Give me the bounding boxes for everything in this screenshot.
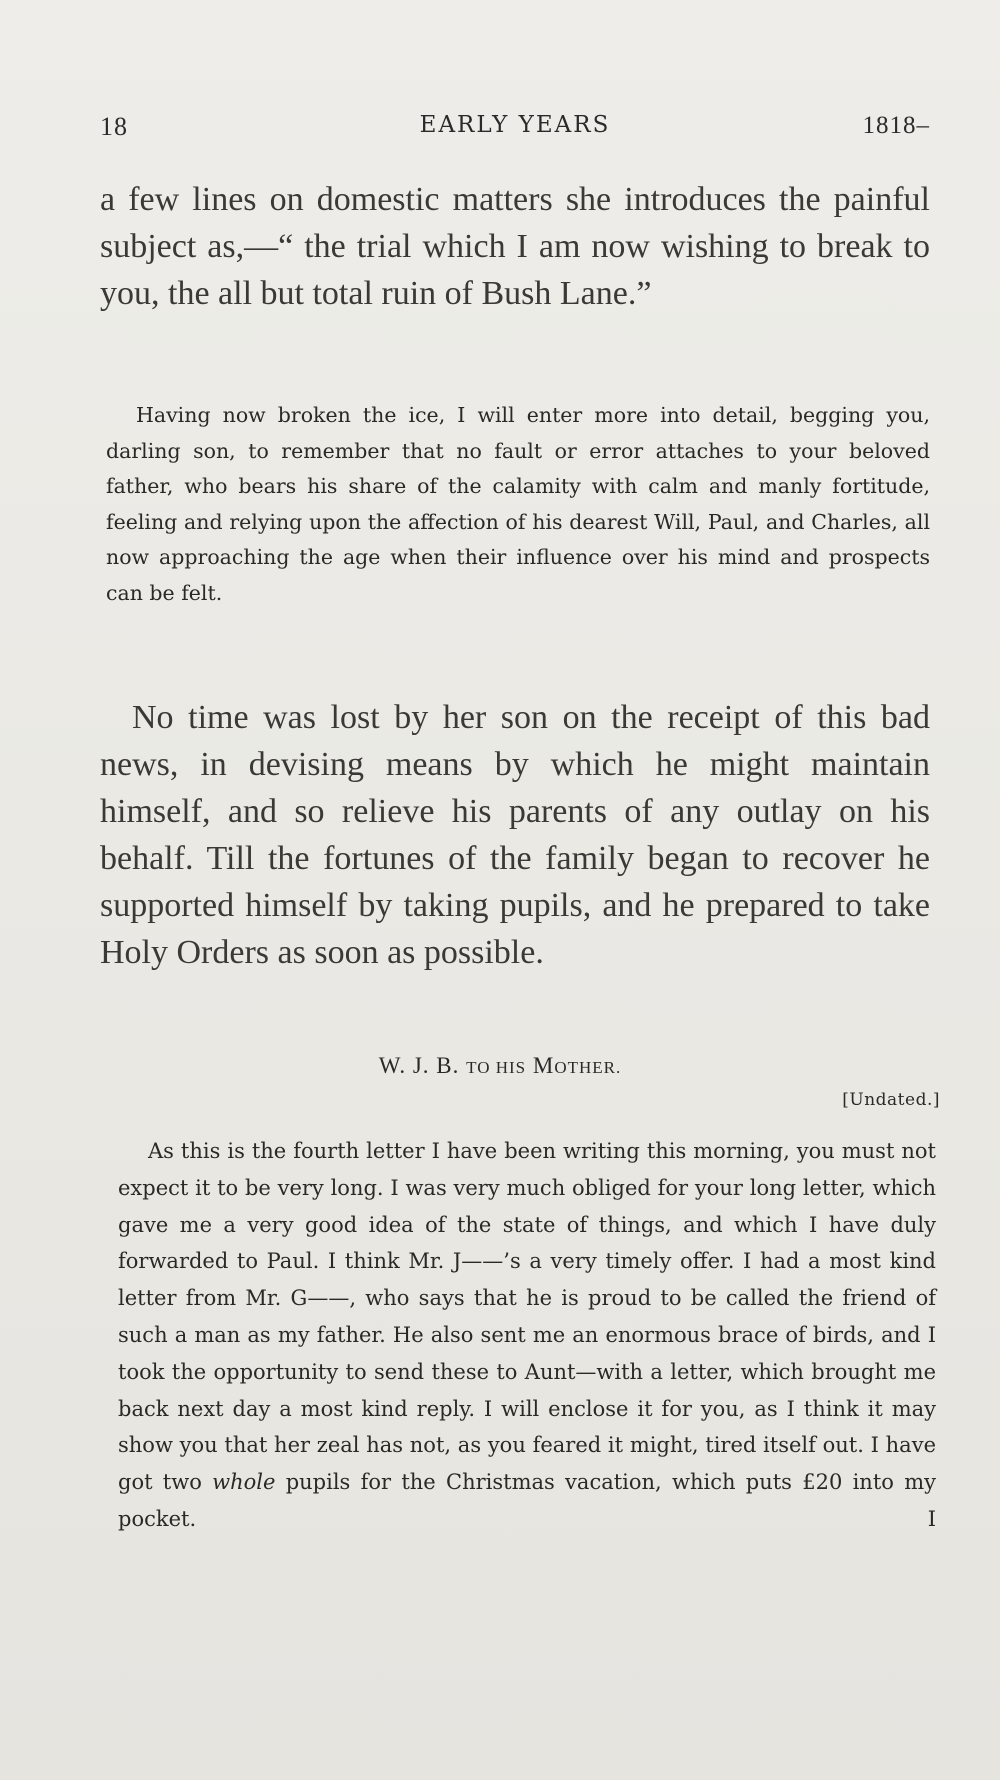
quoted-letter-paragraph: Having now broken the ice, I will enter more into detail, begging you, darling son, to remember that no fault or error attaches to your beloved father, who bears his share of the calamity with calm and manly fortitude, feeling and relying upon the affection of his dearest Will, Paul, and Charles, all now approaching the age when their influence over his mind and prospects can be felt. [106, 403, 930, 605]
letter-heading-recipient-rest: OTHER. [554, 1058, 622, 1077]
header-year: 1818– [862, 112, 930, 139]
narrative-paragraph: No time was lost by her son on the receipt of this bad news, in devising means by which he might maintain himself, and so relieve his parents of any outlay on his behalf. Till the fortunes of the family began to recover he supported himself by taking pupils, and he prepared to take Holy Orders as soon as possible. [100, 699, 930, 971]
letter-date: [Undated.] [842, 1090, 940, 1110]
letter-heading-to: TO HIS [466, 1058, 527, 1077]
page-number: 18 [100, 112, 128, 141]
letter-body-italic: whole [212, 1470, 276, 1495]
letter-body [118, 1133, 936, 1538]
letter-heading-recipient: MOTHER. [532, 1053, 622, 1078]
intro-paragraph: a few lines on domestic matters she introduces the painful subject as,—“ the trial which I am now wishing to break to you, the all but total ruin of Bush Lane.” [100, 181, 930, 312]
letter-body-text: As this is the fourth letter I have been writing this morning, you must not expect it to be very long. I was very much obliged for your long letter, which gave me a very good idea of the state of things, and which I have duly forwarded to Paul. I think Mr. J——’s a very timely offer. I had a most kind letter from Mr. G——, who says that he is proud to be called the friend of such a man as my father. He also sent me an enormous brace of birds, and I took the opportunity to send these to Aunt—with a letter, which brought me back next day a most kind reply. I will enclose it for you, as I think it may show you that her zeal has not, as you feared it might, tired itself out. I have got two [118, 1139, 936, 1495]
letter-heading-initials: W. J. B. [378, 1053, 460, 1078]
running-title: EARLY YEARS [419, 112, 611, 138]
letter-body-text-end: pupils for the Christmas vacation, which puts £20 into my pocket. I [118, 1470, 936, 1531]
running-header [100, 112, 930, 148]
letter-heading [0, 1053, 1000, 1079]
